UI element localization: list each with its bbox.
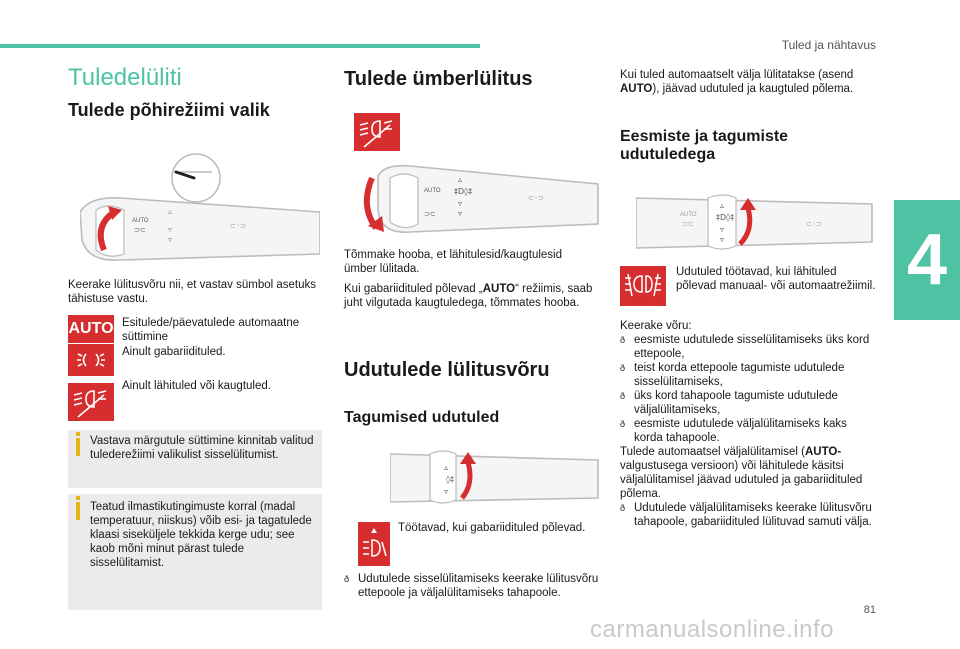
rear-fog-description: Töötavad, kui gabariidituled põlevad. (398, 522, 586, 534)
section-label: Tuled ja nähtavus (781, 38, 876, 52)
svg-text:⊃⊂: ⊃⊂ (682, 220, 694, 228)
svg-text:▿: ▿ (168, 235, 173, 244)
list-item: ð Udutulede väljalülitamiseks keerake lülitusvõru tahapoole, gabariidituled lülituvad samuti välja. (620, 501, 876, 529)
subsection-heading-rear-fog: Tagumised udutuled (344, 409, 500, 426)
svg-text:⊂◦⊃: ⊂◦⊃ (806, 220, 822, 228)
svg-text:▵: ▵ (720, 201, 725, 210)
svg-text:⊂◦⊃: ⊂◦⊃ (230, 222, 246, 230)
header-accent-bar (0, 44, 480, 48)
svg-text:▿: ▿ (444, 487, 449, 496)
page-number: 81 (863, 604, 876, 616)
high-beam-icon (354, 113, 400, 151)
section-heading-switching: Tulede ümberlülitus (344, 68, 533, 90)
section-heading: Tulede põhirežiimi valik (68, 100, 270, 120)
info-icon (76, 432, 80, 436)
svg-text:⊃⊂: ⊃⊂ (424, 210, 436, 218)
intro-text: Keerake lülitusvõru nii, et vastav sümbol asetuks tähistuse vastu. (68, 279, 317, 305)
info-box-1 (68, 430, 322, 488)
watermark: carmanualsonline.info (590, 616, 834, 643)
list-item: ð Udutulede sisselülitamiseks keerake lülitusvõru ettepoole ja väljalülitamiseks tahapoole. (344, 572, 608, 600)
info-box-2 (68, 494, 322, 610)
svg-text:⊂◦⊃: ⊂◦⊃ (528, 194, 544, 202)
switching-text-1: Tõmmake hooba, et lähitulesid/kaugtulesid ümber lülitada. (344, 249, 562, 275)
svg-text:‡D◊‡: ‡D◊‡ (454, 187, 473, 196)
fog-ring-text-block: Keerake võru: ð eesmiste udutulede sisselülitamiseks üks kord ettepoole, ð teist korda ettepoole tagumiste udutulede sisselülitamiseks, ð üks kord tahapoole tagumiste udutulede väljalülitamiseks, ð eesmiste udutulede väljalülitamiseks kaks korda tahapoole. Tulede automaatsel väljalülitamisel (AUTO-valgustusega versioon) või lähitulede käsitsi väljalülitamisel jäävad udutuled ja gabariidituled põlema. ð Udutulede väljalülitamiseks keerake lülitusvõru tahapoole, gabariidituled lülituvad samuti välja. (620, 319, 876, 529)
info-icon (76, 496, 80, 500)
light-switch-stalk-icon (80, 150, 320, 270)
subsection-heading-front-rear-fog: Eesmiste ja tagumiste udutuledega (620, 128, 789, 163)
svg-text:AUTO: AUTO (680, 212, 697, 218)
parking-lights-icon (68, 344, 114, 376)
front-fog-icon (620, 266, 666, 306)
svg-text:▿: ▿ (720, 235, 725, 244)
svg-text:AUTO: AUTO (424, 188, 441, 194)
auto-off-text: Kui tuled automaatselt välja lülitatakse (asend AUTO), jäävad udutuled ja kaugtuled põlema. (620, 69, 854, 95)
svg-text:AUTO: AUTO (132, 218, 149, 224)
svg-text:▿: ▿ (458, 199, 463, 208)
svg-text:▿: ▿ (168, 225, 173, 234)
rear-fog-icon (358, 522, 390, 566)
svg-text:▵: ▵ (458, 175, 463, 184)
section-heading-fog: Udutulede lülitusvõru (344, 359, 550, 381)
auto-description: Esitulede/päevatulede automaatne süttimine (122, 317, 300, 343)
svg-text:▿: ▿ (720, 225, 725, 234)
info-text-2: Teatud ilmastikutingimuste korral (madal temperatuur, niiskus) võib esi- ja tagatulede klaasi siseküljele tekkida kerge udu; see kaob mõni minut pärast tulede sisselülitamist. (90, 501, 312, 569)
list-item: ð üks kord tahapoole tagumiste udutulede väljalülitamiseks, (620, 389, 876, 417)
low-beam-icon (68, 383, 114, 421)
svg-text:‡D◊‡: ‡D◊‡ (716, 213, 735, 222)
svg-text:⊃⊂: ⊃⊂ (134, 226, 146, 234)
parking-description: Ainult gabariidituled. (122, 346, 226, 358)
page-title: Tuledelüliti (68, 64, 182, 91)
switching-text-2: Kui gabariidituled põlevad „AUTO“ režiimis, saab juht vilgutada kaugtuledega, tõmmates hooba. (344, 283, 593, 309)
auto-off-fog-text: Tulede automaatsel väljalülitamisel (AUTO-valgustusega versioon) või lähitulede käsitsi väljalülitamisel jäävad udutuled ja gabariidituled põlema. (620, 446, 863, 500)
auto-badge: AUTO (68, 315, 114, 343)
info-text-1: Vastava märgutule süttimine kinnitab valitud tulederežiimi valikulist sisselülitumist. (90, 435, 314, 461)
svg-text:▵: ▵ (168, 207, 173, 216)
list-item: ð teist korda ettepoole tagumiste udutulede sisselülitamiseks, (620, 361, 876, 389)
chapter-number: 4 (906, 220, 948, 300)
svg-text:▵: ▵ (444, 463, 449, 472)
light-switch-stalk-icon (360, 160, 600, 236)
front-fog-description: Udutuled töötavad, kui lähituled põlevad manuaal- või automaatrežiimil. (676, 266, 876, 292)
list-item: ð eesmiste udutulede sisselülitamiseks üks kord ettepoole, (620, 333, 876, 361)
list-item: ð eesmiste udutulede väljalülitamiseks kaks korda tahapoole. (620, 417, 876, 445)
front-rear-fog-stalk-icon (636, 190, 874, 252)
rear-fog-stalk-icon (390, 440, 600, 508)
low-beam-description: Ainult lähituled või kaugtuled. (122, 380, 271, 392)
svg-text:▿: ▿ (458, 209, 463, 218)
svg-text:◊‡: ◊‡ (446, 475, 454, 484)
